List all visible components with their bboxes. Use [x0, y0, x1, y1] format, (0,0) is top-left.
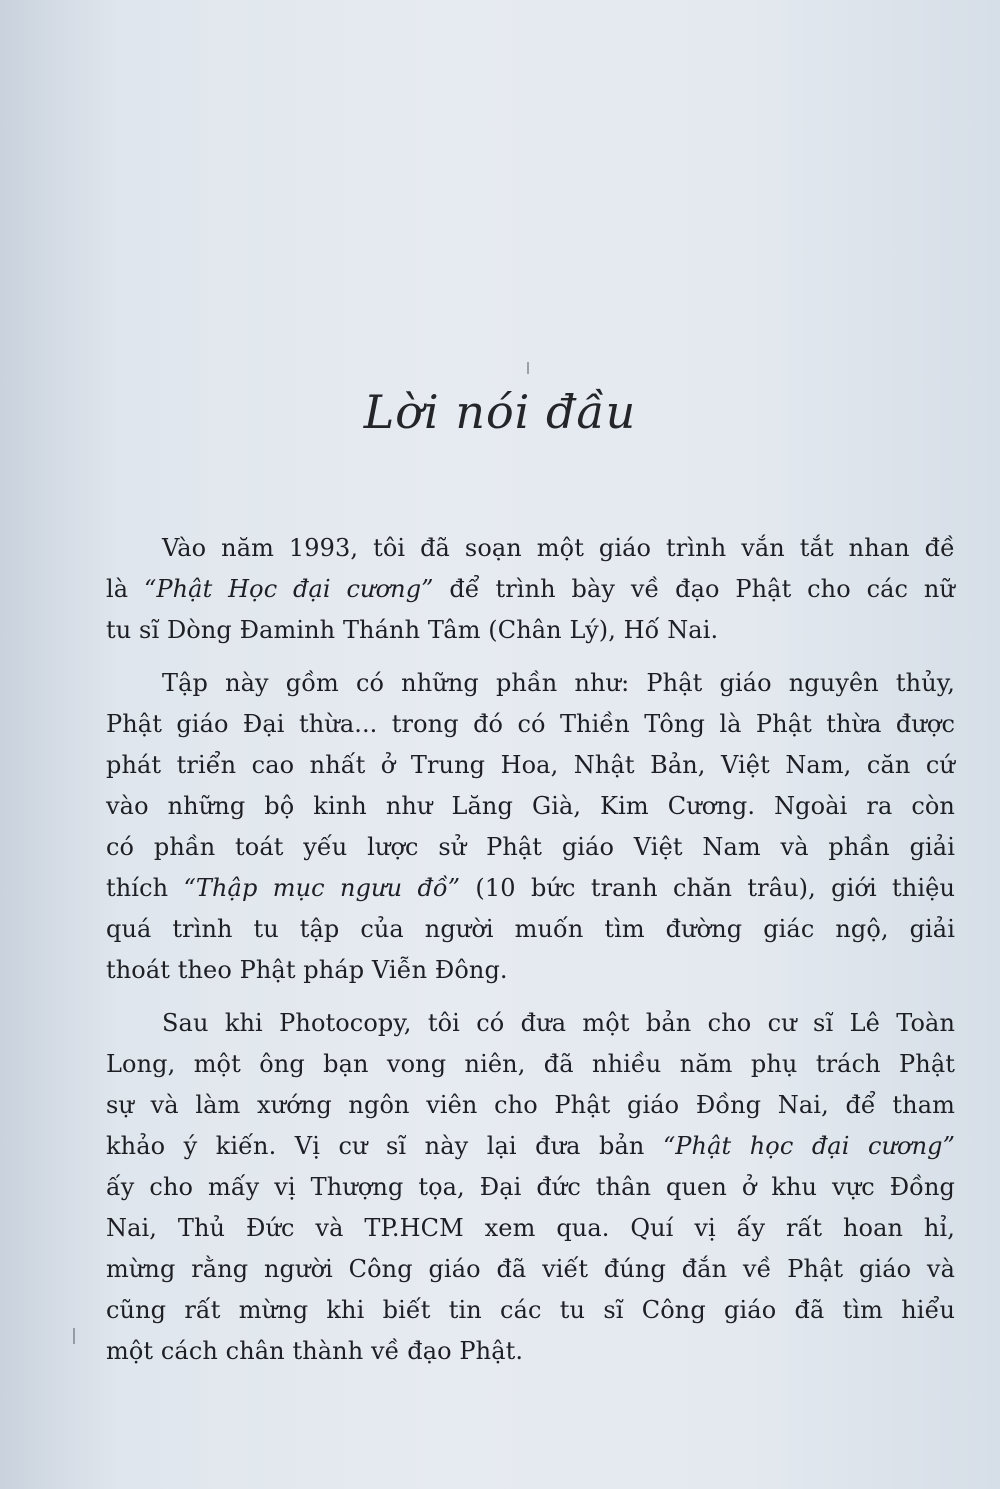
text-line: có phần toát yếu lược sử Phật giáo Việt Nam và phần giải [106, 833, 955, 861]
text-line: ấy cho mấy vị Thượng tọa, Đại đức thân quen ở khu vực Đồng [106, 1173, 955, 1201]
text-line: thích “Thập mục ngưu đồ” (10 bức tranh chăn trâu), giới thiệu [106, 874, 955, 902]
text-line: Nai, Thủ Đức và TP.HCM xem qua. Quí vị ấy rất hoan hỉ, [106, 1214, 955, 1242]
text-line: mừng rằng người Công giáo đã viết đúng đắn về Phật giáo và [106, 1255, 955, 1283]
text-line: quá trình tu tập của người muốn tìm đường giác ngộ, giải [106, 915, 955, 943]
text-line: Sau khi Photocopy, tôi có đưa một bản cho cư sĩ Lê Toàn [162, 1009, 955, 1037]
text-line: Phật giáo Đại thừa... trong đó có Thiền Tông là Phật thừa được [106, 710, 955, 738]
text-line: một cách chân thành về đạo Phật. [106, 1337, 524, 1365]
text-line: phát triển cao nhất ở Trung Hoa, Nhật Bản, Việt Nam, căn cứ [106, 751, 955, 779]
paragraph [106, 528, 955, 651]
text-line: cũng rất mừng khi biết tin các tu sĩ Công giáo đã tìm hiểu [106, 1296, 955, 1324]
text-line: Long, một ông bạn vong niên, đã nhiều năm phụ trách Phật [106, 1050, 955, 1078]
body-text [106, 528, 955, 1384]
text-line: tu sĩ Dòng Đaminh Thánh Tâm (Chân Lý), Hố Nai. [106, 616, 719, 644]
text-line: Vào năm 1993, tôi đã soạn một giáo trình vắn tắt nhan đề [162, 534, 955, 562]
text-line: Tập này gồm có những phần như: Phật giáo nguyên thủy, [162, 669, 955, 697]
text-line: sự và làm xướng ngôn viên cho Phật giáo Đồng Nai, để tham [106, 1091, 955, 1119]
page-title: Lời nói đầu [363, 385, 637, 439]
text-line: vào những bộ kinh như Lăng Già, Kim Cương. Ngoài ra còn [106, 792, 955, 820]
paragraph [106, 1003, 955, 1372]
text-line: thoát theo Phật pháp Viễn Đông. [106, 956, 508, 984]
paragraph [106, 663, 955, 991]
text-line: là “Phật Học đại cương” để trình bày về đạo Phật cho các nữ [106, 575, 955, 603]
page-mark [527, 362, 529, 374]
page-mark [73, 1328, 75, 1344]
text-line: khảo ý kiến. Vị cư sĩ này lại đưa bản “Phật học đại cương” [106, 1132, 955, 1160]
